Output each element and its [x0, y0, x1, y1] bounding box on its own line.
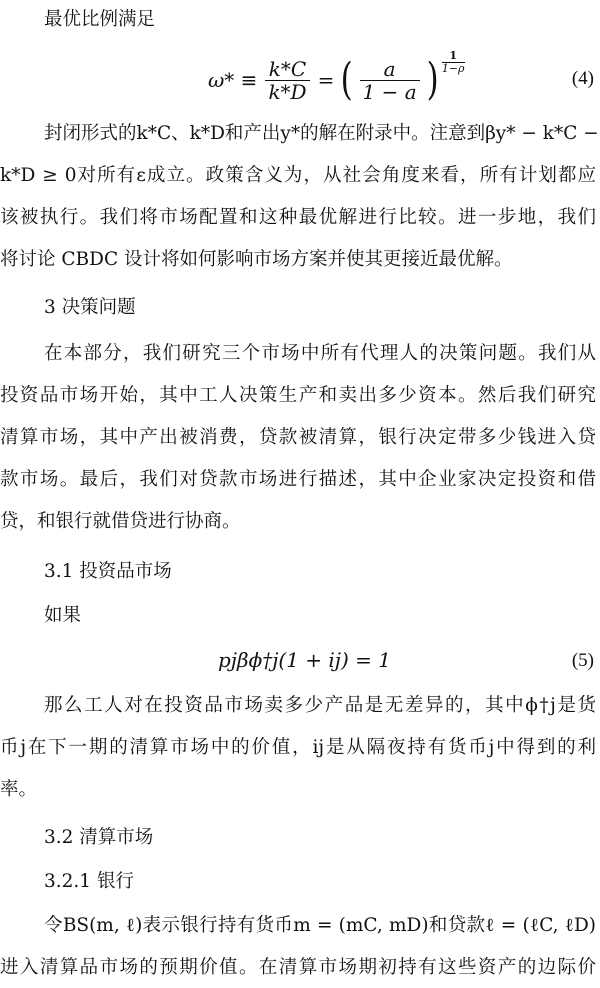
eq5-body: pjβϕ†j(1 + ij) = 1: [218, 648, 391, 672]
eq4-frac2-den: 1 − a: [360, 80, 420, 103]
eq5-number: (5): [571, 650, 594, 671]
section-heading-3-2-1: 3.2.1 银行: [44, 871, 134, 892]
text-line-4: 该被执行。我们将市场配置和这种最优解进行比较。进一步地，我们: [0, 207, 596, 228]
text-line-13: 币j在下一期的清算市场中的价值，ij是从隔夜持有货币j中得到的利: [0, 737, 596, 758]
eq4-fraction-k: [265, 58, 309, 103]
eq4-exp-den: 1−ρ: [441, 61, 465, 75]
text-line-3: k*D ≥ 0对所有ε成立。政策含义为，从社会角度来看，所有计划都应: [0, 165, 596, 186]
text-line-12: 那么工人对在投资品市场卖多少产品是无差异的，其中ϕ†j是货: [44, 695, 596, 716]
text-line-16: 进入清算品市场的预期价值。在清算市场期初持有这些资产的边际价: [0, 957, 596, 978]
eq4-exp-num: 1: [449, 48, 457, 62]
eq4-left-paren: (: [340, 54, 353, 105]
text-line-1: 最优比例满足: [44, 9, 156, 30]
equation-4: [0, 44, 600, 116]
section-heading-3-1: 3.1 投资品市场: [44, 561, 172, 582]
text-line-7: 投资品市场开始，其中工人决策生产和卖出多少资本。然后我们研究: [0, 385, 596, 406]
eq4-frac1-num: k*C: [268, 56, 307, 81]
text-line-9: 款市场。最后，我们对贷款市场进行描述，其中企业家决定投资和借: [0, 469, 596, 490]
text-line-8: 清算市场，其中产出被消费，贷款被清算，银行决定带多少钱进入贷: [0, 427, 596, 448]
text-line-5: 将讨论 CBDC 设计将如何影响市场方案并使其更接近最优解。: [0, 249, 513, 270]
text-line-10: 贷，和银行就借贷进行协商。: [0, 511, 241, 532]
eq4-right-paren: ): [426, 54, 439, 105]
eq4-number: (4): [571, 68, 594, 89]
text-line-6: 在本部分，我们研究三个市场中所有代理人的决策问题。我们从: [44, 343, 596, 364]
eq4-lhs: ω* ≡: [208, 68, 258, 92]
text-line-15: 令BS(m, ℓ)表示银行持有货币m = (mC, mD)和贷款ℓ = (ℓC, ℓD): [44, 915, 596, 936]
text-line-2: 封闭形式的k*C、k*D和产出y*的解在附录中。注意到βy* − k*C −: [44, 123, 599, 144]
eq4-fraction-a: [360, 58, 420, 103]
eq4-equals: =: [317, 68, 335, 92]
equation-5: [0, 644, 600, 684]
eq4-frac2-num: a: [383, 56, 396, 81]
section-heading-3-2: 3.2 清算市场: [44, 827, 154, 848]
eq4-frac1-den: k*D: [265, 80, 309, 103]
text-line-14: 率。: [0, 779, 38, 800]
text-line-11: 如果: [44, 605, 82, 626]
section-heading-3: 3 决策问题: [44, 297, 136, 318]
eq4-exponent: [442, 50, 465, 75]
